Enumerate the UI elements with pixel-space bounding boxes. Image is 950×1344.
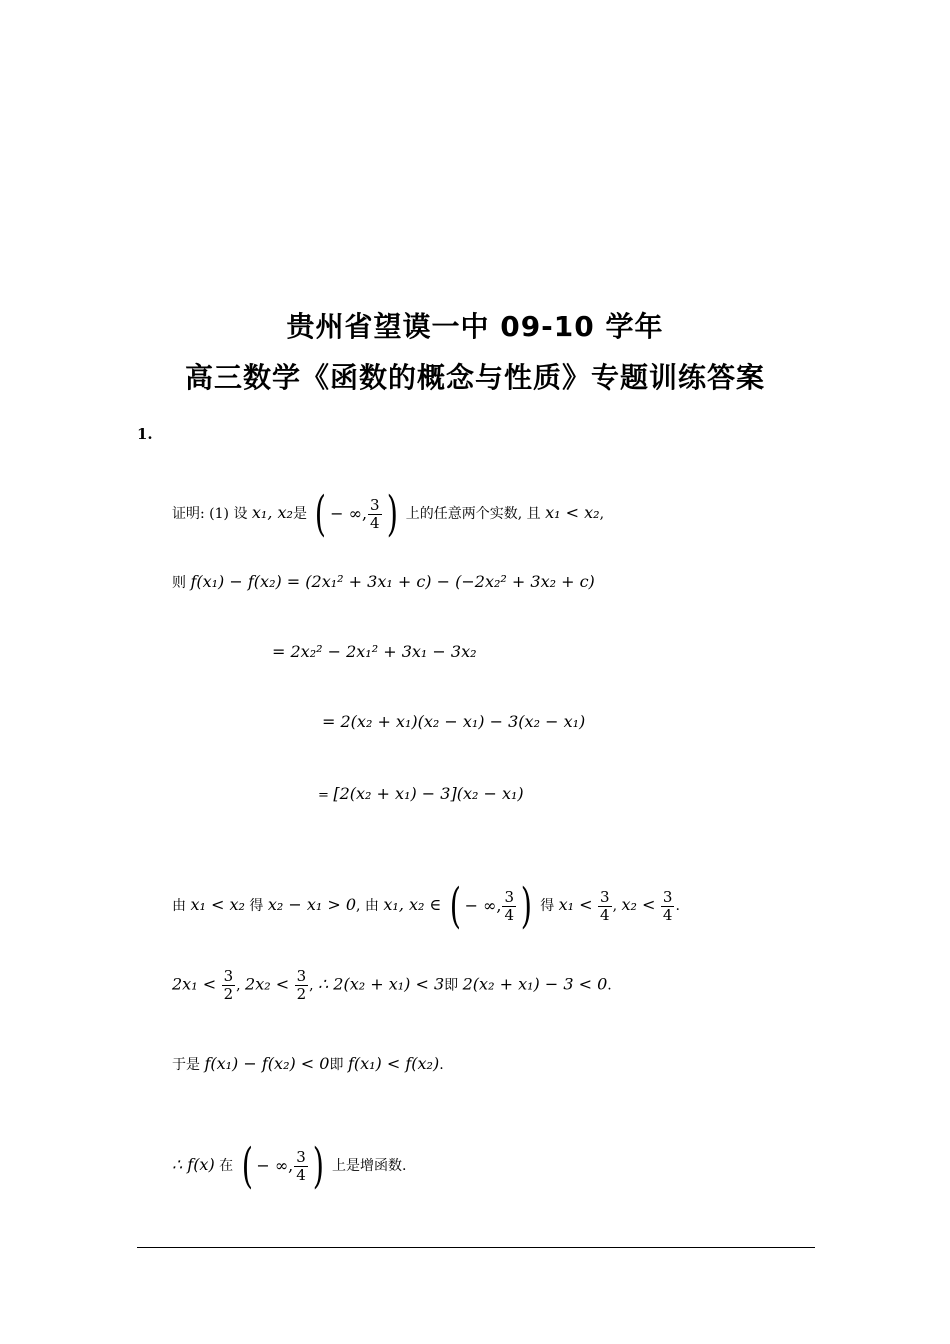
proof-line-1	[172, 486, 605, 542]
question-number: 1.	[137, 425, 153, 443]
left-paren: (	[241, 1138, 253, 1194]
cond-diff-negative: f(x₁) − f(x₂) < 0	[204, 1054, 330, 1073]
proof-line-4	[322, 712, 585, 733]
frac-num: 3	[296, 967, 307, 985]
frac-den: 4	[662, 905, 673, 924]
interval-left: − ∞,	[330, 504, 368, 523]
comma: ,	[236, 977, 241, 994]
frac-num: 3	[504, 887, 515, 906]
doc-title-line1: 贵州省望谟一中 09-10 学年	[286, 310, 664, 343]
word-de-2: 得	[540, 898, 555, 914]
text-arbitrary-reals: 上的任意两个实数, 且	[405, 506, 541, 522]
fraction-3-4-d	[661, 889, 675, 924]
comma: ,	[599, 506, 605, 522]
comma: ,	[309, 977, 314, 994]
equals: =	[318, 788, 329, 803]
word-ji: 即	[329, 1057, 344, 1073]
proof-line-5	[318, 784, 524, 806]
proof-line-3	[272, 642, 477, 663]
text-increasing: 上是增函数.	[331, 1158, 407, 1174]
interval-neg-inf-3-4	[311, 486, 401, 542]
cond-x1-lt-x2-b: x₁ < x₂	[190, 895, 245, 914]
doc-title-line2: 高三数学《函数的概念与性质》专题训练答案	[184, 361, 765, 394]
word-shi: 是	[292, 506, 307, 522]
frac-den: 4	[296, 1165, 306, 1184]
fraction-3-4	[368, 497, 382, 532]
left-paren: (	[449, 878, 461, 934]
vars-in-interval: x₁, x₂ ∈	[383, 895, 442, 914]
right-paren: )	[386, 486, 398, 542]
period: .	[607, 977, 612, 994]
word-you: 由	[172, 898, 186, 914]
proof-intro: 证明: (1) 设	[172, 506, 248, 522]
fraction-3-4-c	[598, 889, 612, 924]
word-zai: 在	[219, 1158, 234, 1174]
fraction-3-4	[502, 889, 516, 924]
frac-den: 4	[370, 513, 380, 532]
vars-x1-x2: x₁, x₂	[251, 503, 293, 522]
footer-rule	[137, 1247, 815, 1248]
cond-2x2-lt: 2x₂ <	[245, 974, 290, 994]
interval-neg-inf-3-4-c	[238, 1138, 328, 1194]
cond-x1-lt-x2: x₁ < x₂	[545, 503, 600, 522]
period: .	[675, 898, 680, 914]
period: .	[439, 1057, 444, 1073]
word-yushi: 于是	[172, 1057, 200, 1073]
interval-left: − ∞,	[464, 896, 502, 915]
frac-den: 4	[504, 905, 515, 924]
comma: ,	[612, 898, 618, 914]
fraction-3-2-b	[295, 968, 309, 1003]
expr-factored: = 2(x₂ + x₁)(x₂ − x₁) − 3(x₂ − x₁)	[322, 712, 586, 731]
expr-expanded: = 2x₂² − 2x₁² + 3x₁ − 3x₂	[272, 642, 477, 661]
expr-difference: f(x₁) − f(x₂) = (2x₁² + 3x₁ + c) − (−2x₂² + 3x₂ + c)	[190, 572, 595, 591]
cond-2x1-lt: 2x₁ <	[172, 974, 217, 994]
frac-den: 4	[600, 905, 610, 924]
cond-diff-positive: x₂ − x₁ > 0	[267, 895, 357, 914]
therefore-fx: ∴ f(x)	[172, 1155, 215, 1174]
cond-sum-lt-3: ∴ 2(x₂ + x₁) < 3	[318, 974, 445, 994]
cond-factor-negative: 2(x₂ + x₁) − 3 < 0	[462, 974, 608, 994]
frac-num: 3	[662, 887, 673, 906]
proof-line-8	[172, 1054, 444, 1075]
word-you-2: , 由	[356, 898, 379, 914]
cond-x2-lt: x₂ <	[621, 895, 656, 914]
fraction-3-4	[294, 1149, 308, 1184]
frac-num: 3	[223, 967, 234, 985]
left-paren: (	[315, 486, 327, 542]
frac-den: 2	[223, 985, 234, 1003]
frac-num: 3	[370, 495, 380, 514]
expr-final-factored: [2(x₂ + x₁) − 3](x₂ − x₁)	[333, 784, 524, 803]
cond-f-lt: f(x₁) < f(x₂)	[347, 1054, 440, 1073]
frac-num: 3	[296, 1147, 306, 1166]
frac-den: 2	[296, 985, 307, 1003]
proof-line-2	[172, 572, 595, 593]
interval-left: − ∞,	[256, 1156, 294, 1175]
interval-neg-inf-3-4-b	[446, 878, 536, 934]
word-ze: 则	[172, 575, 186, 591]
frac-num: 3	[600, 887, 610, 906]
right-paren: )	[520, 878, 533, 934]
cond-x1-lt: x₁ <	[558, 895, 593, 914]
proof-line-7	[172, 968, 612, 1003]
word-de: 得	[249, 898, 264, 914]
word-ji: 即	[444, 977, 459, 994]
proof-line-6	[172, 878, 680, 934]
right-paren: )	[312, 1138, 324, 1194]
fraction-3-2-a	[222, 968, 236, 1003]
proof-line-9	[172, 1138, 407, 1194]
